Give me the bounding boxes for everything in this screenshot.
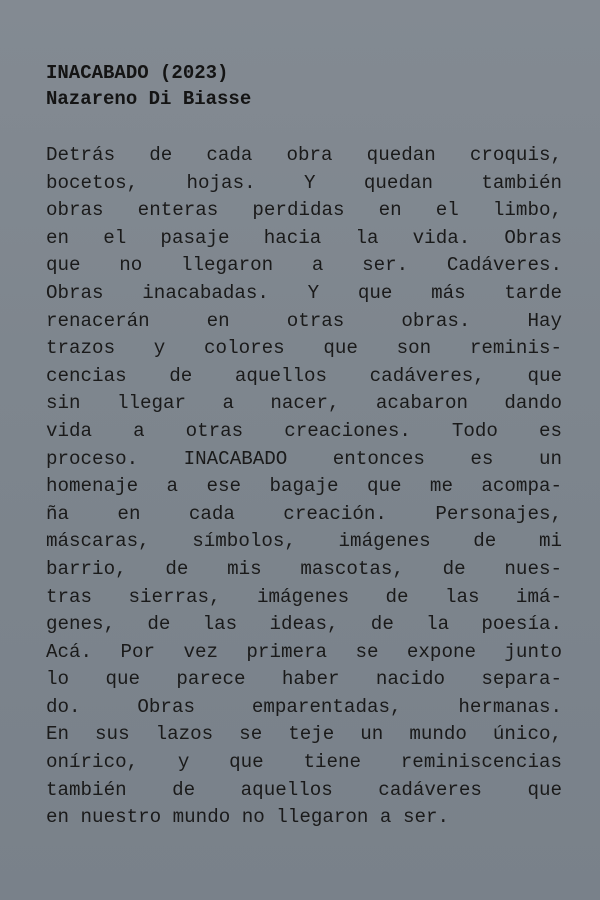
text-line: homenaje a ese bagaje que me acompa- — [46, 475, 562, 498]
text-line: también de aquellos cadáveres que — [46, 778, 562, 801]
text-line: vida a otras creaciones. Todo es — [46, 419, 562, 442]
header — [46, 60, 566, 112]
artist-name: Nazareno Di Biasse — [46, 88, 252, 110]
text-line: ña en cada creación. Personajes, — [46, 502, 562, 525]
text-line: bocetos, hojas. Y quedan también — [46, 171, 562, 194]
text-line: en nuestro mundo no llegaron a ser. — [46, 806, 450, 829]
text-line: máscaras, símbolos, imágenes de mi — [46, 530, 562, 553]
text-line: en el pasaje hacia la vida. Obras — [46, 226, 562, 249]
text-line: proceso. INACABADO entonces es un — [46, 447, 562, 470]
text-line: obras enteras perdidas en el limbo, — [46, 199, 562, 222]
text-line: Obras inacabadas. Y que más tarde — [46, 281, 562, 304]
text-line: lo que parece haber nacido separa- — [46, 668, 562, 691]
text-line: En sus lazos se teje un mundo único, — [46, 723, 562, 746]
text-line: renacerán en otras obras. Hay — [46, 309, 562, 332]
text-line: genes, de las ideas, de la poesía. — [46, 613, 562, 636]
text-line: Detrás de cada obra quedan croquis, — [46, 144, 562, 166]
text-line: Acá. Por vez primera se expone junto — [46, 640, 562, 663]
text-line: que no llegaron a ser. Cadáveres. — [46, 254, 562, 277]
text-line: onírico, y que tiene reminiscencias — [46, 751, 562, 774]
text-line: trazos y colores que son reminis- — [46, 337, 562, 360]
text-line: sin llegar a nacer, acabaron dando — [46, 392, 562, 415]
exhibition-title: INACABADO (2023) — [46, 62, 229, 84]
statement-text — [46, 142, 562, 832]
text-line: cencias de aquellos cadáveres, que — [46, 364, 562, 387]
text-line: barrio, de mis mascotas, de nues- — [46, 557, 562, 580]
text-line: do. Obras emparentadas, hermanas. — [46, 695, 562, 718]
text-line: tras sierras, imágenes de las imá- — [46, 585, 562, 608]
